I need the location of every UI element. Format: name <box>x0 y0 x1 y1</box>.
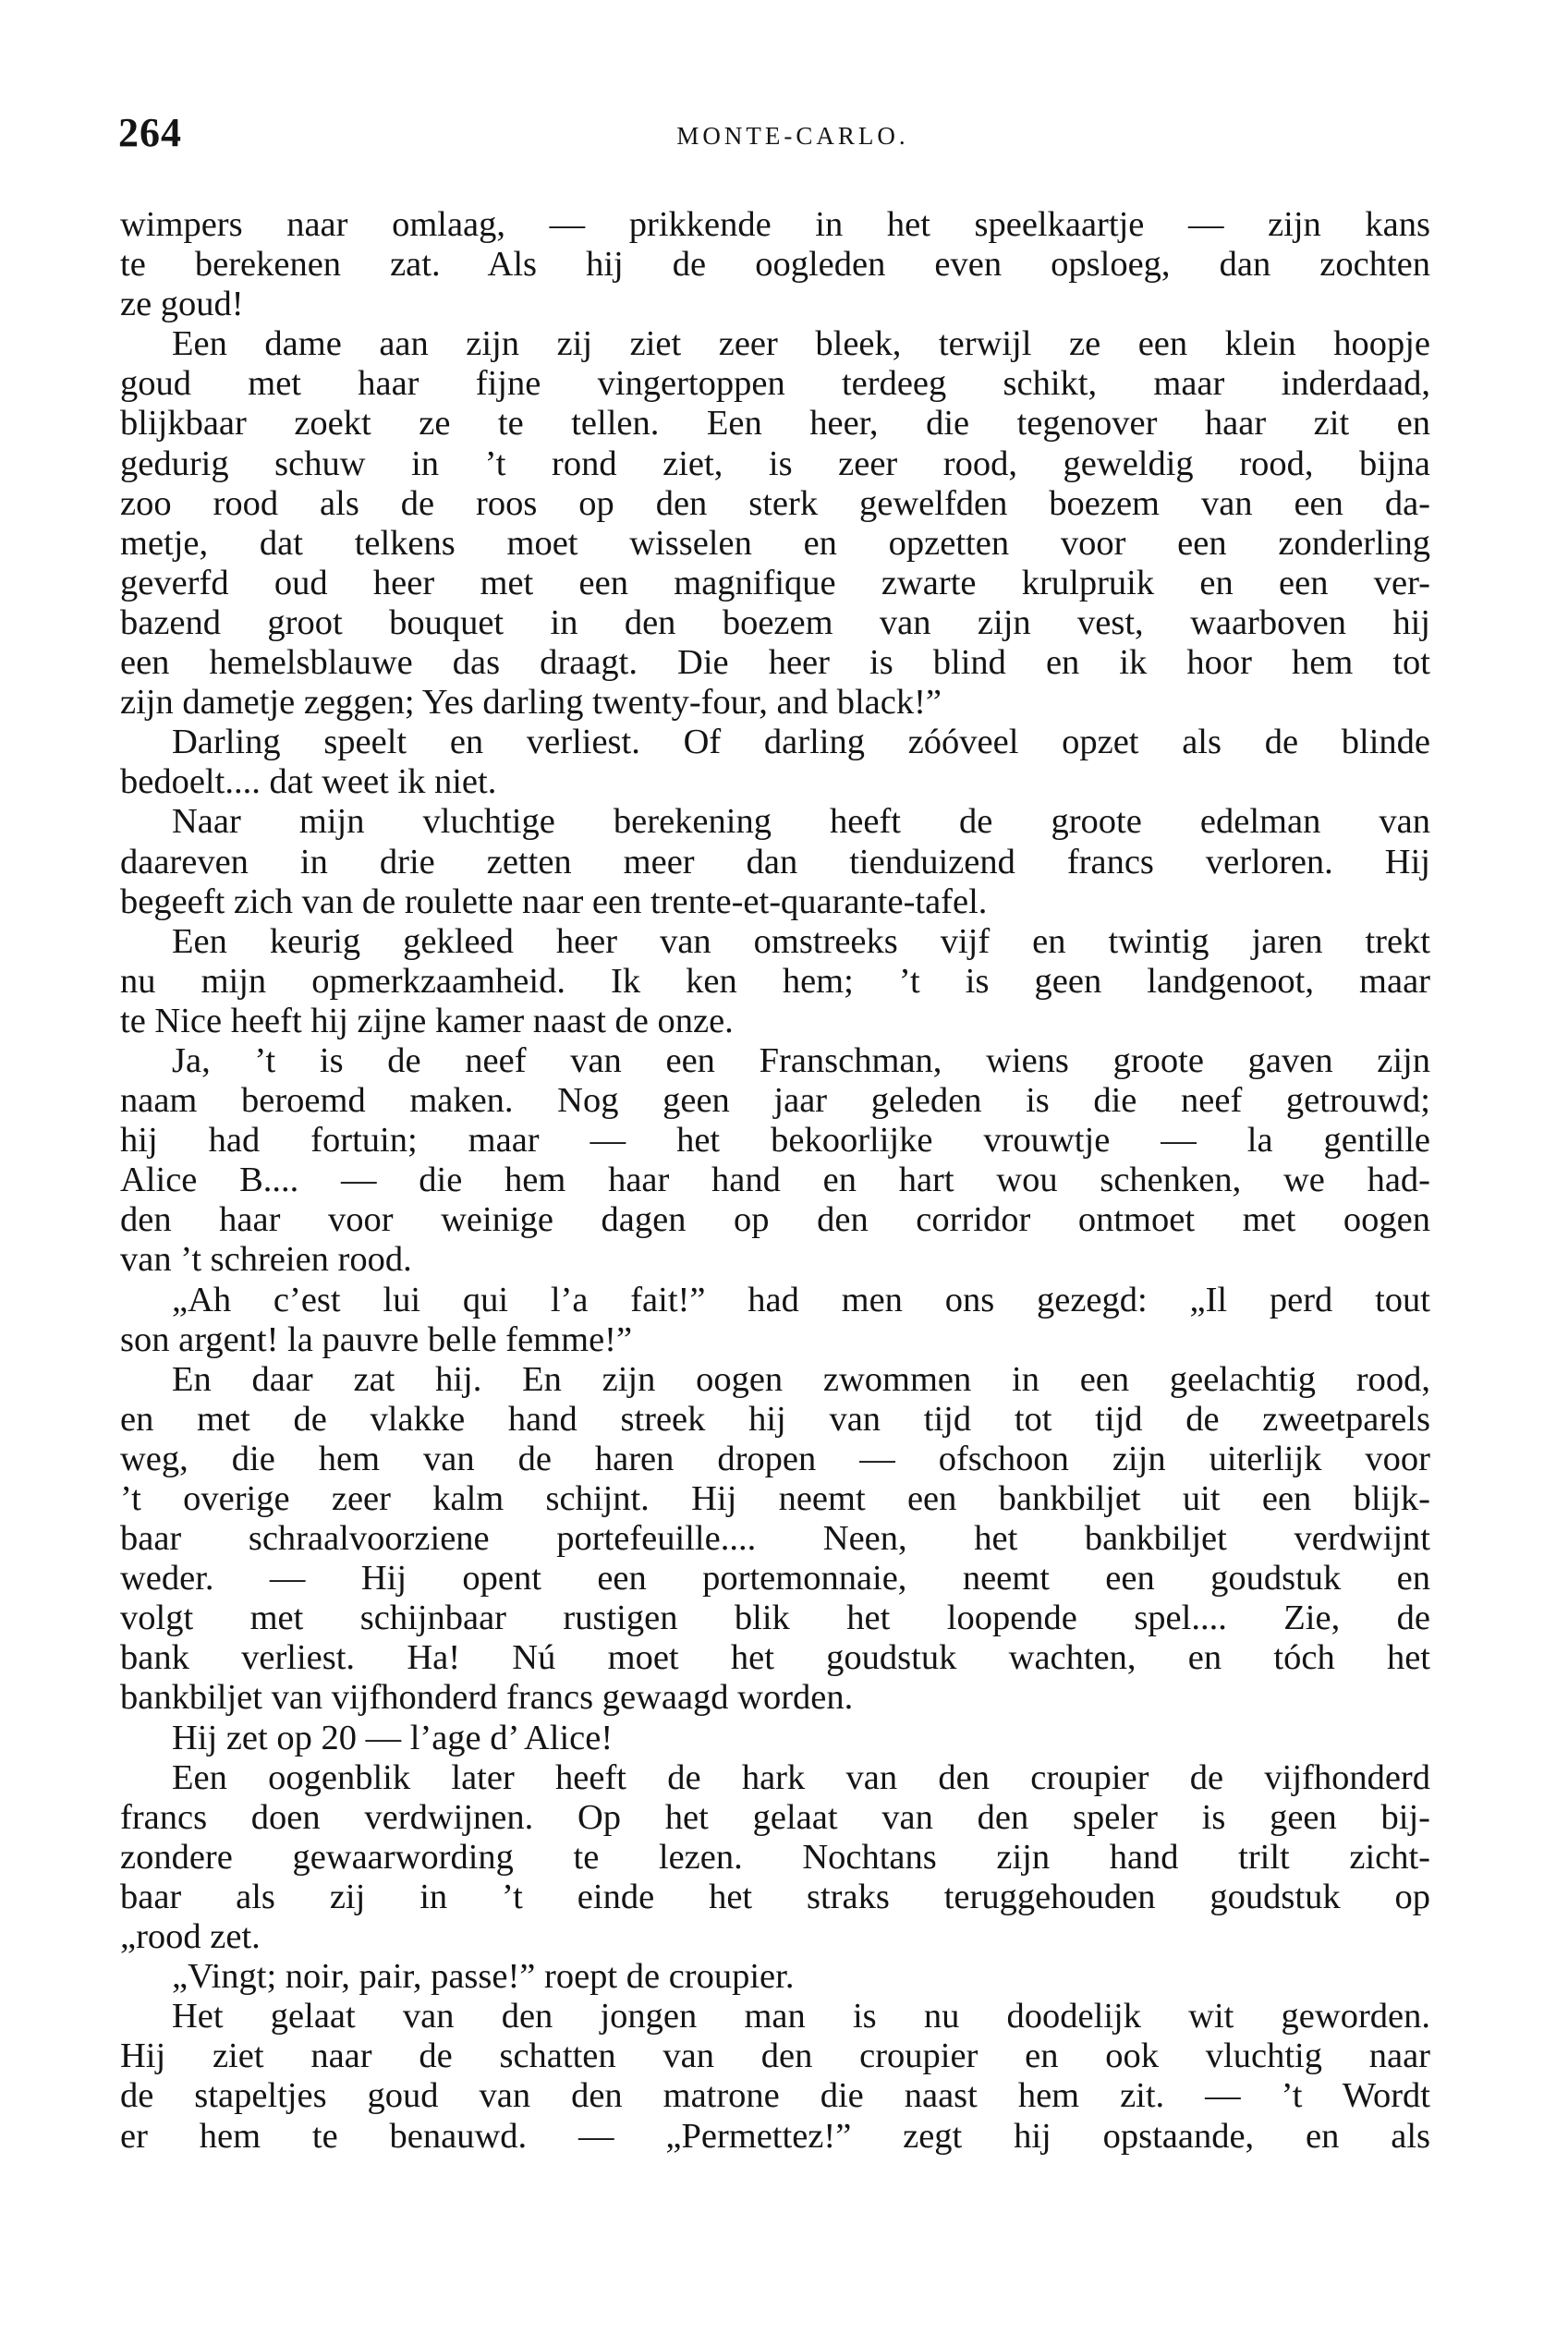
text-line: geverfd oud heer met een magnifique zwarte krulpruik en een ver- <box>120 563 1430 602</box>
page-header <box>118 109 1430 164</box>
text-line: metje, dat telkens moet wisselen en opzetten voor een zonderling <box>120 523 1430 563</box>
text-line: bankbiljet van vijfhonderd francs gewaagd worden. <box>120 1678 854 1718</box>
running-title: MONTE-CARLO. <box>676 122 909 150</box>
text-line: „rood zet. <box>120 1917 261 1957</box>
text-line: bedoelt.... dat weet ik niet. <box>120 762 497 802</box>
text-line: begeeft zich van de roulette naar een trente-et-quarante-tafel. <box>120 881 988 921</box>
text-line: Alice B.... — die hem haar hand en hart wou schenken, we had- <box>120 1161 1430 1200</box>
text-line: zoo rood als de roos op den sterk gewelfden boezem van een da- <box>120 483 1430 523</box>
page-number: 264 <box>118 110 182 155</box>
text-line: volgt met schijnbaar rustigen blik het loopende spel.... Zie, de <box>120 1598 1430 1638</box>
text-line: Hij ziet naar de schatten van den croupier en ook vluchtig naar <box>120 2036 1430 2076</box>
text-line: een hemelsblauwe das draagt. Die heer is blind en ik hoor hem tot <box>120 643 1430 683</box>
text-line: er hem te benauwd. — „Permettez!” zegt hij opstaande, en als <box>120 2116 1430 2156</box>
text-line: Hij zet op 20 — l’age d’ Alice! <box>172 1718 614 1757</box>
text-line: „Ah c’est lui qui l’a fait!” had men ons gezegd: „Il perd tout <box>172 1280 1430 1319</box>
text-line: zijn dametje zeggen; Yes darling twenty-four, and black!” <box>120 683 942 723</box>
text-line: weg, die hem van de haren dropen — ofschoon zijn uiterlijk voor <box>120 1439 1430 1478</box>
text-line: En daar zat hij. En zijn oogen zwommen in een geelachtig rood, <box>172 1359 1430 1399</box>
text-line: baar schraalvoorziene portefeuille.... Neen, het bankbiljet verdwijnt <box>120 1519 1430 1559</box>
text-line: zondere gewaarwording te lezen. Nochtans zijn hand trilt zicht- <box>120 1837 1430 1877</box>
text-line: son argent! la pauvre belle femme!” <box>120 1319 633 1359</box>
text-line: bazend groot bouquet in den boezem van zijn vest, waarboven hij <box>120 602 1430 642</box>
text-line: ze goud! <box>120 285 244 324</box>
text-line: weder. — Hij opent een portemonnaie, neemt een goudstuk en <box>120 1559 1430 1598</box>
text-line: Naar mijn vluchtige berekening heeft de groote edelman van <box>172 802 1430 842</box>
text-line: gedurig schuw in ’t rond ziet, is zeer rood, geweldig rood, bijna <box>120 444 1430 483</box>
text-line: baar als zij in ’t einde het straks teruggehouden goudstuk op <box>120 1877 1430 1916</box>
text-line: wimpers naar omlaag, — prikkende in het speelkaartje — zijn kans <box>120 205 1430 244</box>
text-line: en met de vlakke hand streek hij van tijd tot tijd de zweetparels <box>120 1399 1430 1439</box>
text-line: naam beroemd maken. Nog geen jaar geleden is die neef getrouwd; <box>120 1081 1430 1121</box>
text-line: „Vingt; noir, pair, passe!” roept de croupier. <box>172 1957 795 1997</box>
text-line: te berekenen zat. Als hij de oogleden even opsloeg, dan zochten <box>120 245 1430 285</box>
text-line: van ’t schreien rood. <box>120 1240 412 1280</box>
text-line: daareven in drie zetten meer dan tienduizend francs verloren. Hij <box>120 842 1430 881</box>
text-line: hij had fortuin; maar — het bekoorlijke vrouwtje — la gentille <box>120 1121 1430 1161</box>
text-line: goud met haar fijne vingertoppen terdeeg schikt, maar inderdaad, <box>120 364 1430 404</box>
body-text <box>120 205 1430 2157</box>
text-line: Darling speelt en verliest. Of darling zóóveel opzet als de blinde <box>172 723 1430 762</box>
text-line: bank verliest. Ha! Nú moet het goudstuk wachten, en tóch het <box>120 1638 1430 1678</box>
text-line: de stapeltjes goud van den matrone die naast hem zit. — ’t Wordt <box>120 2076 1430 2116</box>
text-line: Een dame aan zijn zij ziet zeer bleek, terwijl ze een klein hoopje <box>172 324 1430 364</box>
text-line: ’t overige zeer kalm schijnt. Hij neemt een bankbiljet uit een blijk- <box>120 1479 1430 1518</box>
text-line: te Nice heeft hij zijne kamer naast de onze. <box>120 1001 734 1040</box>
text-line: den haar voor weinige dagen op den corridor ontmoet met oogen <box>120 1200 1430 1240</box>
text-line: Het gelaat van den jongen man is nu doodelijk wit geworden. <box>172 1997 1430 2036</box>
text-line: Ja, ’t is de neef van een Franschman, wiens groote gaven zijn <box>172 1040 1430 1080</box>
text-line: francs doen verdwijnen. Op het gelaat van den speler is geen bij- <box>120 1797 1430 1837</box>
text-line: blijkbaar zoekt ze te tellen. Een heer, die tegenover haar zit en <box>120 404 1430 444</box>
text-line: nu mijn opmerkzaamheid. Ik ken hem; ’t is geen landgenoot, maar <box>120 961 1430 1001</box>
text-line: Een oogenblik later heeft de hark van den croupier de vijfhonderd <box>172 1757 1430 1797</box>
text-line: Een keurig gekleed heer van omstreeks vijf en twintig jaren trekt <box>172 921 1430 961</box>
